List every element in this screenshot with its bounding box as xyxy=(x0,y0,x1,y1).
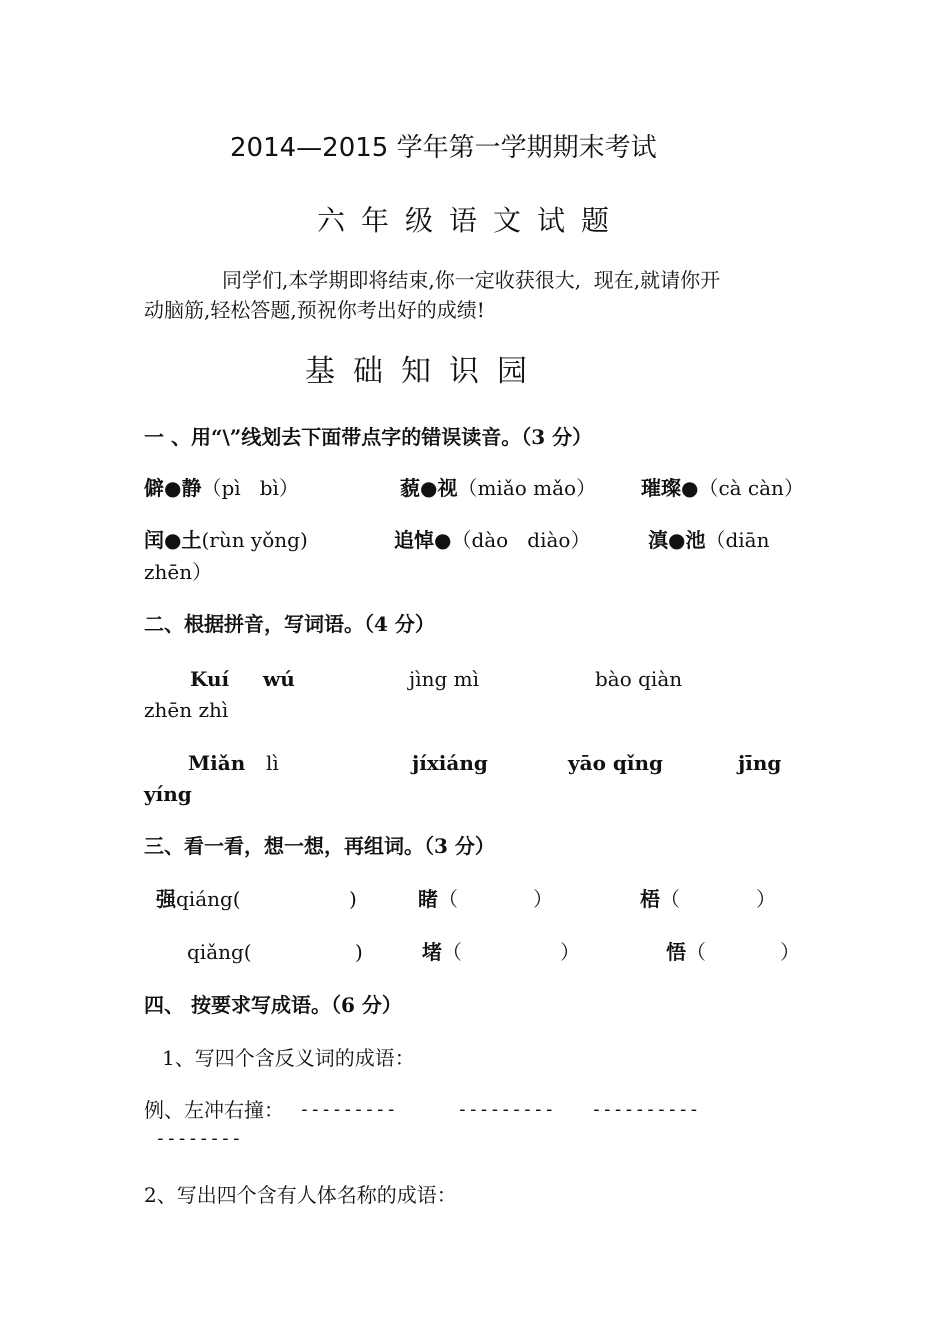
pinyin-word: Miǎn xyxy=(188,751,246,775)
answer-blank[interactable]: -------- xyxy=(155,1128,242,1149)
exam-subtitle: 六年级语文试题 xyxy=(317,204,626,237)
q3-item: qiǎng( xyxy=(187,940,252,964)
q1-heading: 一 、用“\”线划去下面带点字的错误读音。（3 分） xyxy=(144,425,593,449)
q3-close: ) xyxy=(355,940,363,964)
q3-heading: 三、看一看，想一想，再组词。（3 分） xyxy=(144,834,495,858)
q1-item: 闰●土(rùn yǒng) xyxy=(144,528,308,552)
pinyin-word: bào qiàn xyxy=(595,667,683,691)
pinyin-word: lì xyxy=(266,751,279,775)
q3-item: 悟（ xyxy=(666,940,706,964)
q3-item: 睹（ xyxy=(418,887,458,911)
answer-blank[interactable]: ---------- xyxy=(591,1099,700,1120)
pinyin-word: wú xyxy=(263,667,295,691)
q3-close: ） xyxy=(780,940,800,964)
q3-close: ） xyxy=(533,887,553,911)
q3-item: 堵（ xyxy=(422,940,462,964)
q3-item: 强qiáng( xyxy=(156,887,241,911)
q2-heading: 二、根据拼音，写词语。（4 分） xyxy=(144,612,435,636)
intro-line-1: 同学们,本学期即将结束,你一定收获很大, 现在,就请你开 xyxy=(222,268,721,292)
q1-item: 僻●静（pì bì） xyxy=(144,476,299,500)
q1-item: 藐●视（miǎo mǎo） xyxy=(400,476,597,500)
q3-close: ) xyxy=(349,887,357,911)
pinyin-word: jíxiáng xyxy=(412,751,488,775)
answer-blank[interactable]: --------- xyxy=(299,1099,397,1120)
pinyin-word: jìng mì xyxy=(409,667,479,691)
q4-sub1: 1、写四个含反义词的成语： xyxy=(162,1046,415,1070)
q4-heading: 四、 按要求写成语。（6 分） xyxy=(144,993,402,1017)
q3-close: ） xyxy=(756,887,776,911)
section-title: 基础知识园 xyxy=(305,354,545,389)
pinyin-word: jīng xyxy=(738,751,782,775)
q1-item: 滇●池（diān xyxy=(648,528,770,552)
answer-blank[interactable]: --------- xyxy=(457,1099,555,1120)
q3-item: 梧（ xyxy=(640,887,680,911)
intro-line-2: 动脑筋,轻松答题,预祝你考出好的成绩! xyxy=(144,298,485,322)
q4-sub2: 2、写出四个含有人体名称的成语： xyxy=(144,1183,457,1207)
pinyin-word: yāo qǐng xyxy=(568,751,663,775)
pinyin-word: Kuí xyxy=(190,667,230,691)
q1-wrap: zhēn） xyxy=(144,560,213,584)
exam-title: 2014—2015 学年第一学期期末考试 xyxy=(230,133,657,163)
pinyin-wrap: zhēn zhì xyxy=(144,698,229,722)
q1-item: 璀璨●（cà càn） xyxy=(641,476,804,500)
q3-close: ） xyxy=(560,940,580,964)
pinyin-wrap: yíng xyxy=(144,782,192,806)
q1-item: 追悼●（dào diào） xyxy=(394,528,591,552)
q4-example-label: 例、左冲右撞： xyxy=(144,1098,284,1122)
